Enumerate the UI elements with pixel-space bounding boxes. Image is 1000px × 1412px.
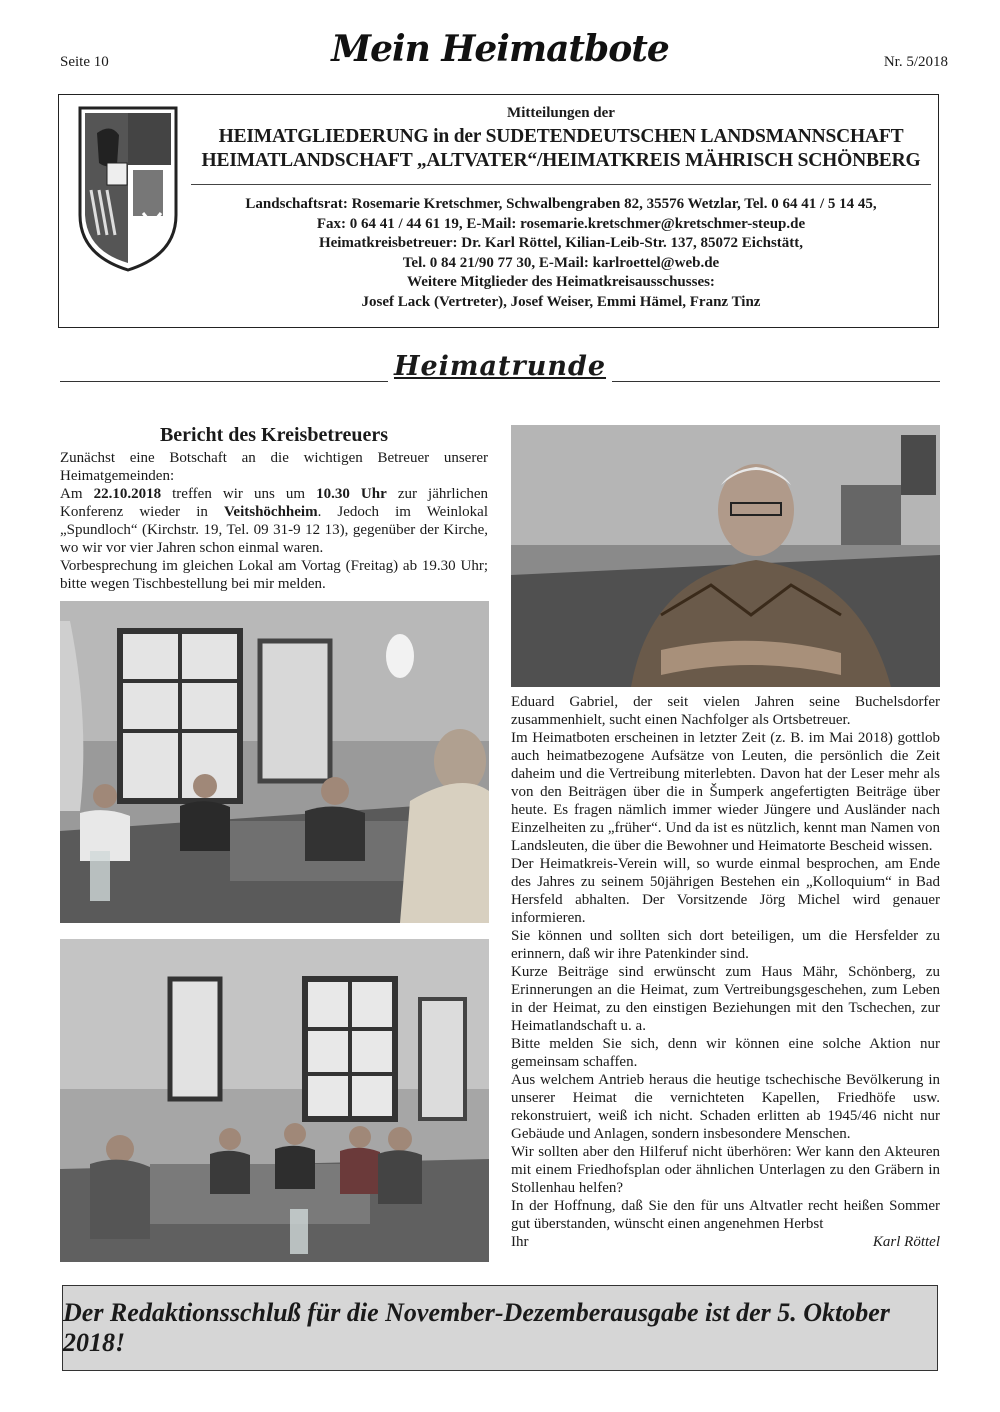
box-title-2: HEIMATLANDSCHAFT „ALTVATER“/HEIMATKREIS MÄHRISCH SCHÖNBERG [201,150,921,171]
page-number: Seite 10 [60,54,109,70]
association-info-box [58,94,939,328]
box-intro: Mitteilungen der [507,105,615,121]
paragraph: Aus welchem Antrieb heraus die heutige tschechische Bevölkerung in unserer Heimat die vernichteten Kapellen, Friedhöfe usw. rekonstruiert, weiß ich nicht. Schaden erlitten ab 1945/46 nicht nur Gebäude und Anlagen, sondern insbesondere Menschen. [511,1072,940,1142]
signature-row [511,1233,940,1251]
paragraph: Am 22.10.2018 treffen wir uns um 10.30 Uhr zur jährlichen Konferenz wieder in Veitshöchheim. Jedoch im Weinlokal „Spundloch“ (Kirchstr. 19, Tel. 09 31-9 12 13), gegenüber der Kirche, wo wir vor vier Jahren schon einmal waren. [60,486,489,556]
paragraph: Kurze Beiträge sind erwünscht zum Haus Mähr, Schönberg, zu Erinnerungen an die Heimat, zum Vertreibungsgeschehen, zum Leben in der Heimat, zu den einstigen Beziehungen mit den Tschechen, zur Heimatlandschaft u. a. [511,964,940,1034]
photo-meeting-room-2 [60,939,489,1262]
masthead-logo: Mein Heimatbote [331,28,669,70]
paragraph: Sie können und sollten sich dort beteiligen, um die Hersfelder zu erinnern, daß wir ihre Patenkinder sind. [511,928,940,962]
issue-number: Nr. 5/2018 [883,54,948,70]
photo-meeting-room-1 [60,601,489,923]
paragraph: Im Heimatboten erscheinen in letzter Zeit (z. B. im Mai 2018) gottlob auch heimatbezogene Aufsätze von Leuten, die persönlich die Zeit daheim und die Vertreibung miterlebten. Davon hat der Leser mehr als von den Beiträgen über die in Šumperk angefertigten Beiträge über heute. Es fragen nämlich immer wieder Jüngere und Ausländer nach Einzelheiten zu „früher“. Und da ist es nützlich, kennt man Namen von Landsleuten, die über die Bewohner und Heimatorte Bescheid wissen. [511,730,940,854]
paragraph: Wir sollten aber den Hilferuf nicht überhören: Wer kann den Akteuren mit einem Friedhofsplan oder ähnlichen Unterlagen zu den Gräbern in Stollenhau helfen? [511,1144,940,1196]
contact-line: Josef Lack (Vertreter), Josef Weiser, Emmi Hämel, Franz Tinz [361,293,761,310]
author-signature: Karl Röttel [872,1234,940,1250]
paragraph: Der Heimatkreis-Verein will, so wurde einmal besprochen, am Ende des Jahres zu seinem 50jährigen Bestehen ein „Kolloquium“ in Bad Hersfeld abhalten. Der Vorsitzende Jörg Michel wird genauer informieren. [511,856,940,926]
meeting-time: 10.30 Uhr [316,486,387,502]
meeting-place: Veitshöchheim [223,504,318,520]
contact-line: Fax: 0 64 41 / 44 61 19, E-Mail: rosemarie.kretschmer@kretschmer-steup.de [316,215,806,232]
deadline-text: Der Redaktionsschluß für die November-Dezemberausgabe ist der 5. Oktober 2018! [63,1298,890,1357]
article-intro [60,449,488,593]
paragraph: In der Hoffnung, daß Sie den für uns Altvatler recht heißen Sommer gut überstanden, wünscht einen angenehmen Herbst [511,1198,940,1232]
section-heading-text: Heimatrunde [388,351,612,382]
article-title: Bericht des Kreisbetreuers [159,424,389,446]
deadline-banner [62,1285,938,1371]
article-body [511,693,940,1251]
contact-lines [191,195,931,312]
contact-line: Tel. 0 84 21/90 77 30, E-Mail: karlroettel@web.de [402,254,720,271]
section-heading [0,351,1000,382]
paragraph: Bitte melden Sie sich, denn wir können eine solche Aktion nur gemeinsam schaffen. [511,1036,940,1070]
contact-line: Landschaftsrat: Rosemarie Kretschmer, Schwalbengraben 82, 35576 Wetzlar, Tel. 0 64 41 / 5 14 45, [245,196,877,212]
contact-line: Heimatkreisbetreuer: Dr. Karl Röttel, Kilian-Leib-Str. 137, 85072 Eichstätt, [318,235,804,251]
photo-eduard-gabriel [511,425,940,687]
box-divider [191,184,931,185]
paragraph: Vorbesprechung im gleichen Lokal am Vortag (Freitag) ab 19.30 Uhr; bitte wegen Tischbestellung bei mir melden. [60,558,488,592]
paragraph: Zunächst eine Botschaft an die wichtigen Betreuer unserer Heimatgemeinden: [60,450,488,484]
contact-line: Weitere Mitglieder des Heimatkreisausschusses: [407,274,715,290]
coat-of-arms-icon [77,105,179,273]
closing: Ihr [511,1234,529,1250]
meeting-date: 22.10.2018 [93,486,162,502]
box-text [191,103,931,312]
paragraph: Eduard Gabriel, der seit vielen Jahren seine Buchelsdorfer zusammenhielt, sucht einen Nachfolger als Ortsbetreuer. [511,694,940,728]
box-title-1: HEIMATGLIEDERUNG in der SUDETENDEUTSCHEN LANDSMANNSCHAFT [218,126,904,147]
